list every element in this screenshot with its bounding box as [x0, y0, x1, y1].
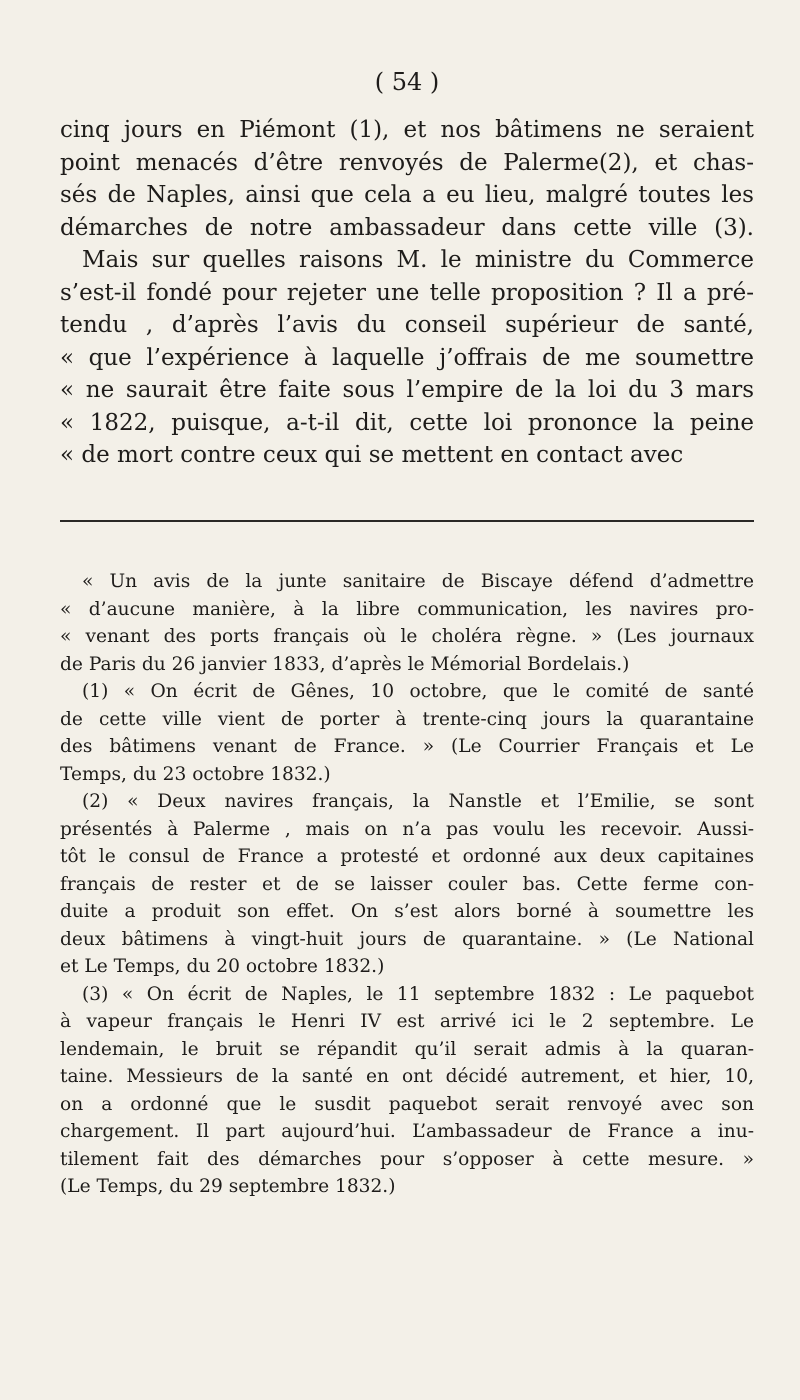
footnotes: [60, 568, 754, 1201]
body-line: « ne saurait être faite sous l’empire de la loi du 3 mars: [60, 377, 754, 403]
footnote-line: chargement. Il part aujourd’hui. L’ambassadeur de France a inu-: [60, 1121, 754, 1142]
footnote-line: tôt le consul de France a protesté et ordonné aux deux capitaines: [60, 846, 754, 867]
footnote-line: on a ordonné que le susdit paquebot serait renvoyé avec son: [60, 1093, 754, 1115]
main-body-text: [60, 114, 754, 472]
footnote-line: des bâtimens venant de France. » (Le Courrier Français et Le: [60, 736, 754, 757]
footnote-divider: [60, 520, 754, 522]
footnote-line: de Paris du 26 janvier 1833, d’après le Mémorial Bordelais.): [60, 653, 630, 675]
footnote-line: tilement fait des démarches pour s’opposer à cette mesure. »: [60, 1148, 754, 1170]
footnote-line: deux bâtimens à vingt-huit jours de quarantaine. » (Le National: [60, 928, 754, 950]
footnote-line: Temps, du 23 octobre 1832.): [60, 763, 331, 785]
body-line: point menacés d’être renvoyés de Palerme(2), et chas-: [60, 149, 754, 176]
footnote-line: de cette ville vient de porter à trente-cinq jours la quarantaine: [60, 708, 754, 730]
footnote-line: « Un avis de la junte sanitaire de Biscaye défend d’admettre: [82, 571, 754, 592]
footnote-line: (2) « Deux navires français, la Nanstle et l’Emilie, se sont: [82, 791, 754, 812]
footnote-line: duite a produit son effet. On s’est alors borné à soumettre les: [60, 901, 754, 922]
body-line: « de mort contre ceux qui se mettent en contact avec: [60, 442, 684, 468]
footnote-line: lendemain, le bruit se répandit qu’il serait admis à la quaran-: [60, 1038, 754, 1060]
body-line: « que l’expérience à laquelle j’offrais de me soumettre: [60, 344, 754, 371]
body-line: tendu , d’après l’avis du conseil supérieur de santé,: [60, 312, 754, 338]
body-line: « 1822, puisque, a-t-il dit, cette loi prononce la peine: [60, 409, 754, 436]
footnote-line: (3) « On écrit de Naples, le 11 septembre 1832 : Le paquebot: [82, 983, 754, 1005]
body-line: cinq jours en Piémont (1), et nos bâtimens ne seraient: [60, 117, 754, 143]
footnote-line: français de rester et de se laisser couler bas. Cette ferme con-: [60, 873, 754, 895]
body-line: s’est-il fondé pour rejeter une telle proposition ? Il a pré-: [60, 279, 754, 306]
footnote-line: (Le Temps, du 29 septembre 1832.): [60, 1176, 396, 1197]
footnote-line: taine. Messieurs de la santé en ont décidé autrement, et hier, 10,: [60, 1066, 754, 1087]
footnote-line: « d’aucune manière, à la libre communication, les navires pro-: [60, 598, 754, 620]
page-number: ( 54 ): [374, 68, 440, 96]
footnote-line: « venant des ports français où le choléra règne. » (Les journaux: [60, 626, 754, 647]
body-line: Mais sur quelles raisons M. le ministre du Commerce: [82, 247, 754, 273]
footnote-line: à vapeur français le Henri IV est arrivé ici le 2 septembre. Le: [60, 1011, 754, 1032]
footnote-line: présentés à Palerme , mais on n’a pas voulu les recevoir. Aussi-: [60, 818, 754, 840]
footnote-line: (1) « On écrit de Gênes, 10 octobre, que le comité de santé: [82, 681, 754, 702]
footnote-line: et Le Temps, du 20 octobre 1832.): [60, 956, 385, 977]
body-line: sés de Naples, ainsi que cela a eu lieu, malgré toutes les: [60, 182, 754, 208]
body-line: démarches de notre ambassadeur dans cette ville (3).: [60, 214, 754, 241]
